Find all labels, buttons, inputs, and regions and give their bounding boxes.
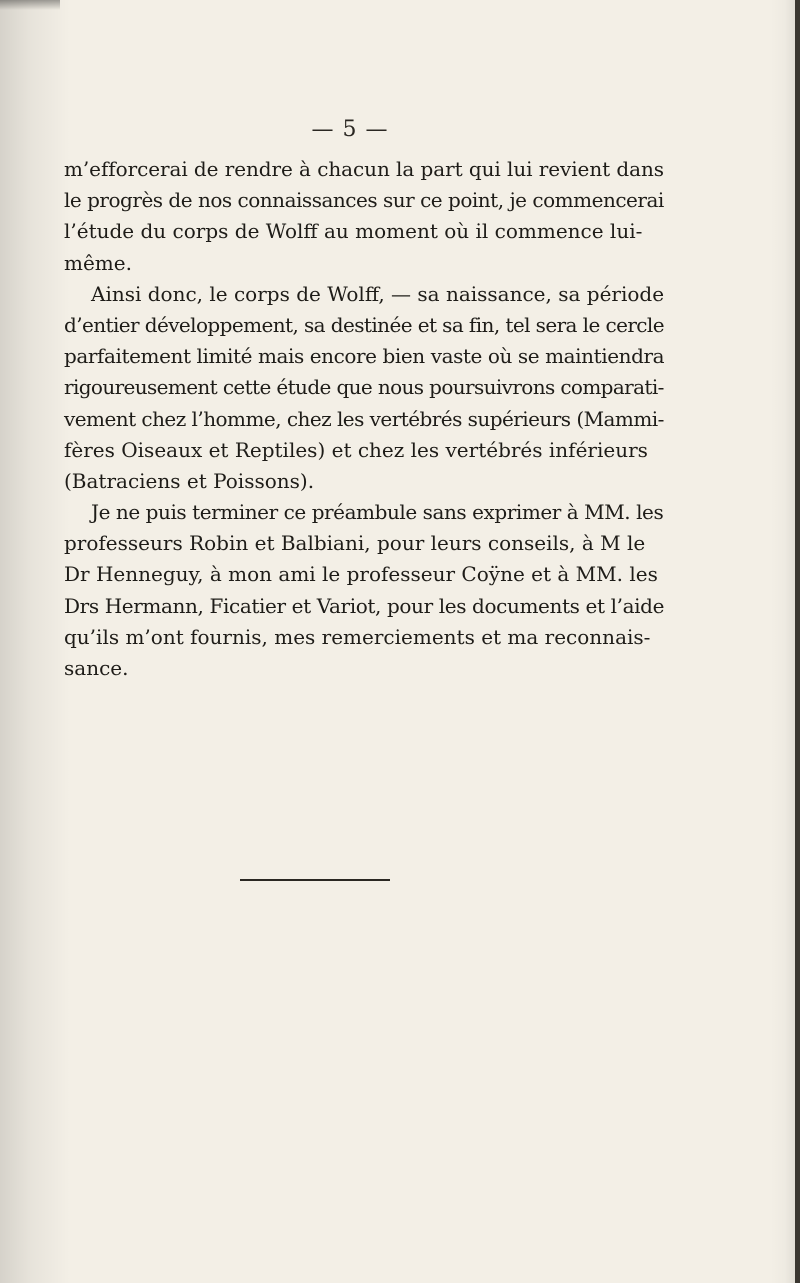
text-line: m’efforcerai de rendre à chacun la part qui lui revient dans: [64, 157, 664, 181]
text-line: le progrès de nos connaissances sur ce point, je commencerai: [64, 188, 664, 213]
text-line: qu’ils m’ont fournis, mes remerciements et ma reconnais-: [64, 624, 651, 649]
text-body: [64, 154, 664, 684]
text-line: Drs Hermann, Ficatier et Variot, pour les documents et l’aide: [64, 593, 665, 618]
text-line: fères Oiseaux et Reptiles) et chez les vertébrés inférieurs: [64, 437, 648, 462]
page-right-edge: [795, 0, 800, 1283]
section-separator-rule: [240, 879, 390, 881]
text-line: d’entier développement, sa destinée et sa fin, tel sera le cercle: [64, 312, 664, 337]
text-line: rigoureusement cette étude que nous poursuivrons comparati-: [64, 375, 664, 400]
text-line: parfaitement limité mais encore bien vaste où se maintiendra: [64, 344, 665, 369]
text-line: vement chez l’homme, chez les vertébrés supérieurs (Mammi-: [64, 406, 664, 431]
text-line: l’étude du corps de Wolff au moment où il commence lui-: [64, 219, 643, 244]
text-line: professeurs Robin et Balbiani, pour leurs conseils, à M le: [64, 531, 646, 556]
paragraph-start-line: Ainsi donc, le corps de Wolff, — sa naissance, sa période: [91, 281, 665, 306]
text-line: même.: [64, 250, 132, 275]
text-line: Dr Henneguy, à mon ami le professeur Coÿne et à MM. les: [64, 562, 658, 587]
page-corner-shadow: [0, 0, 60, 10]
text-line: sance.: [64, 656, 129, 680]
text-line: (Batraciens et Poissons).: [64, 468, 315, 493]
page-number: — 5 —: [311, 117, 389, 142]
paragraph-start-line: Je ne puis terminer ce préambule sans exprimer à MM. les: [91, 500, 664, 525]
